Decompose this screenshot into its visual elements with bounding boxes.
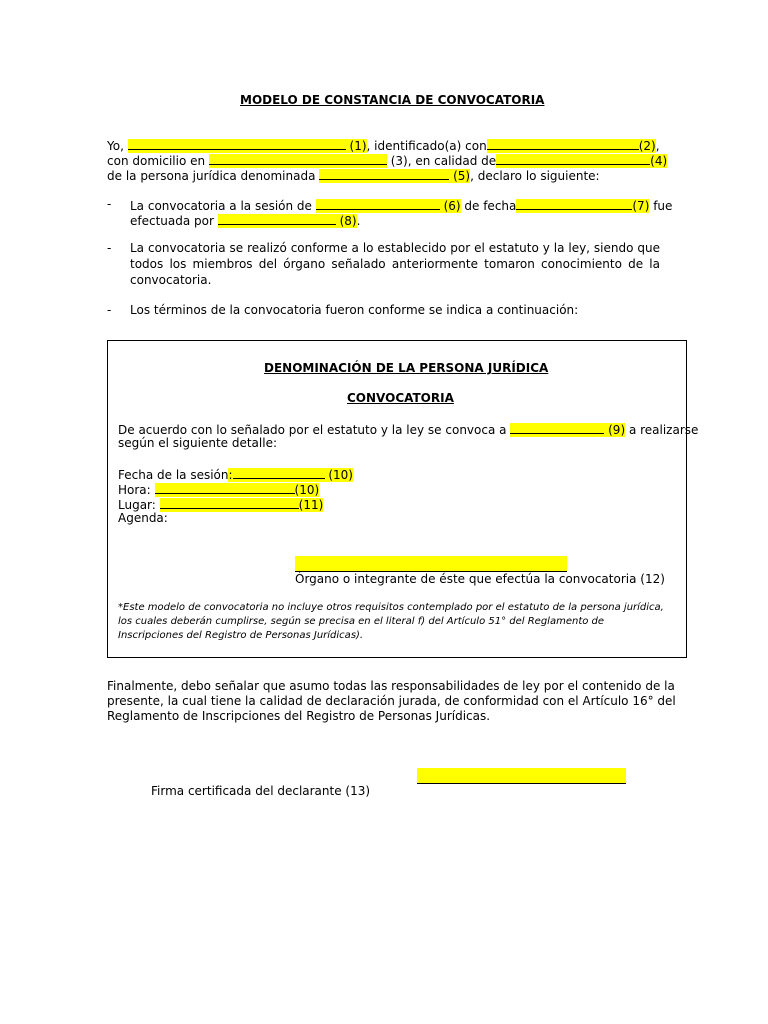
lugar-label: Lugar: bbox=[118, 498, 160, 512]
intro-text: , declaro lo siguiente: bbox=[470, 169, 600, 183]
field-number: (9) bbox=[604, 423, 626, 437]
bullet-text: efectuada por bbox=[130, 214, 218, 228]
bullet-text: de fecha bbox=[460, 199, 517, 213]
field-number: (11) bbox=[298, 498, 324, 512]
page-title: MODELO DE CONSTANCIA DE CONVOCATORIA bbox=[240, 93, 545, 107]
intro-text: , bbox=[655, 139, 660, 153]
signature-caption: Firma certificada del declarante (13) bbox=[151, 784, 371, 798]
signature-field[interactable] bbox=[417, 768, 626, 784]
bullet-text: La convocatoria a la sesión de bbox=[130, 199, 316, 213]
field-number: (10) bbox=[328, 468, 353, 482]
fecha-label: Fecha de la sesión bbox=[118, 468, 229, 482]
final-line-2: presente, la cual tiene la calidad de declaración jurada, de conformidad con el Artículo 16° del bbox=[107, 694, 676, 708]
hora-row bbox=[118, 481, 319, 497]
field-number: (7) bbox=[632, 199, 650, 213]
bullet-1-line-2 bbox=[130, 212, 360, 228]
intro-text: , identificado(a) con bbox=[366, 139, 487, 153]
agenda-label: Agenda: bbox=[118, 511, 168, 525]
hora-label: Hora: bbox=[118, 483, 155, 497]
blank-field-1[interactable] bbox=[128, 139, 367, 153]
box-heading-convocatoria: CONVOCATORIA bbox=[347, 391, 454, 405]
bullet-2-line-1: La convocatoria se realizó conforme a lo establecido por el estatuto y la ley, siendo que bbox=[130, 241, 660, 255]
box-paragraph-line-2: según el siguiente detalle: bbox=[118, 436, 277, 450]
bullet-3-text: Los términos de la convocatoria fueron conforme se indica a continuación: bbox=[130, 303, 579, 317]
bullet-text: . bbox=[356, 214, 361, 228]
blank-field-6[interactable] bbox=[316, 199, 461, 213]
blank-field-2[interactable] bbox=[487, 139, 656, 153]
intro-text: (3), en calidad de bbox=[386, 154, 497, 168]
field-number: (10) bbox=[294, 483, 320, 497]
final-line-1: Finalmente, debo señalar que asumo todas las responsabilidades de ley por el contenido de la bbox=[107, 679, 675, 693]
box-text: De acuerdo con lo señalado por el estatuto y la ley se convoca a bbox=[118, 423, 511, 437]
intro-line-1 bbox=[107, 137, 660, 153]
bullet-marker: - bbox=[107, 303, 112, 317]
blank-field-7[interactable] bbox=[516, 199, 649, 213]
field-number: (5) bbox=[453, 169, 471, 183]
intro-text: Yo, bbox=[107, 139, 128, 153]
intro-text: con domicilio en bbox=[107, 154, 209, 168]
lugar-row bbox=[118, 496, 323, 512]
fecha-field[interactable]: : (10) bbox=[228, 468, 353, 482]
organo-caption: Órgano o integrante de éste que efectúa la convocatoria (12) bbox=[295, 572, 665, 586]
field-number: (4) bbox=[650, 154, 668, 168]
bullet-1-line-1 bbox=[130, 197, 672, 213]
hora-field[interactable] bbox=[155, 483, 320, 497]
blank-field-8[interactable] bbox=[218, 214, 357, 228]
field-number: (8) bbox=[339, 214, 357, 228]
box-text: a realizarse bbox=[625, 423, 699, 437]
bullet-marker: - bbox=[107, 197, 112, 211]
box-heading-denominacion: DENOMINACIÓN DE LA PERSONA JURÍDICA bbox=[264, 361, 549, 375]
intro-line-3 bbox=[107, 167, 600, 183]
blank-field-3[interactable] bbox=[209, 154, 387, 168]
field-number: (1) bbox=[349, 139, 367, 153]
blank-field-9[interactable] bbox=[510, 423, 625, 437]
note-line-1: *Este modelo de convocatoria no incluye otros requisitos contemplado por el estatuto de la persona jurídica, bbox=[118, 602, 664, 613]
convocatoria-box bbox=[107, 340, 699, 658]
note-line-3: Inscripciones del Registro de Personas Jurídicas). bbox=[118, 630, 364, 641]
intro-line-2 bbox=[107, 152, 667, 168]
intro-text: de la persona jurídica denominada bbox=[107, 169, 320, 183]
blank-field-4[interactable] bbox=[496, 154, 667, 168]
organo-signature-field[interactable] bbox=[295, 556, 567, 572]
field-number: (2) bbox=[638, 139, 656, 153]
lugar-field[interactable] bbox=[160, 498, 324, 512]
fecha-row bbox=[118, 466, 353, 482]
bullet-marker: - bbox=[107, 241, 112, 255]
box-paragraph-line-1 bbox=[118, 421, 698, 437]
final-line-3: Reglamento de Inscripciones del Registro de Personas Jurídicas. bbox=[107, 709, 491, 723]
bullet-text: fue bbox=[649, 199, 673, 213]
note-line-2: los cuales deberán cumplirse, según se precisa en el literal f) del Artículo 51° del Reglamento de bbox=[118, 616, 605, 627]
bullet-2-line-2: todos los miembros del órgano señalado anteriormente tomaron conocimiento de la bbox=[130, 257, 660, 271]
bullet-2-line-3: convocatoria. bbox=[130, 273, 212, 287]
blank-field-5[interactable] bbox=[319, 169, 470, 183]
field-number: (6) bbox=[443, 199, 461, 213]
